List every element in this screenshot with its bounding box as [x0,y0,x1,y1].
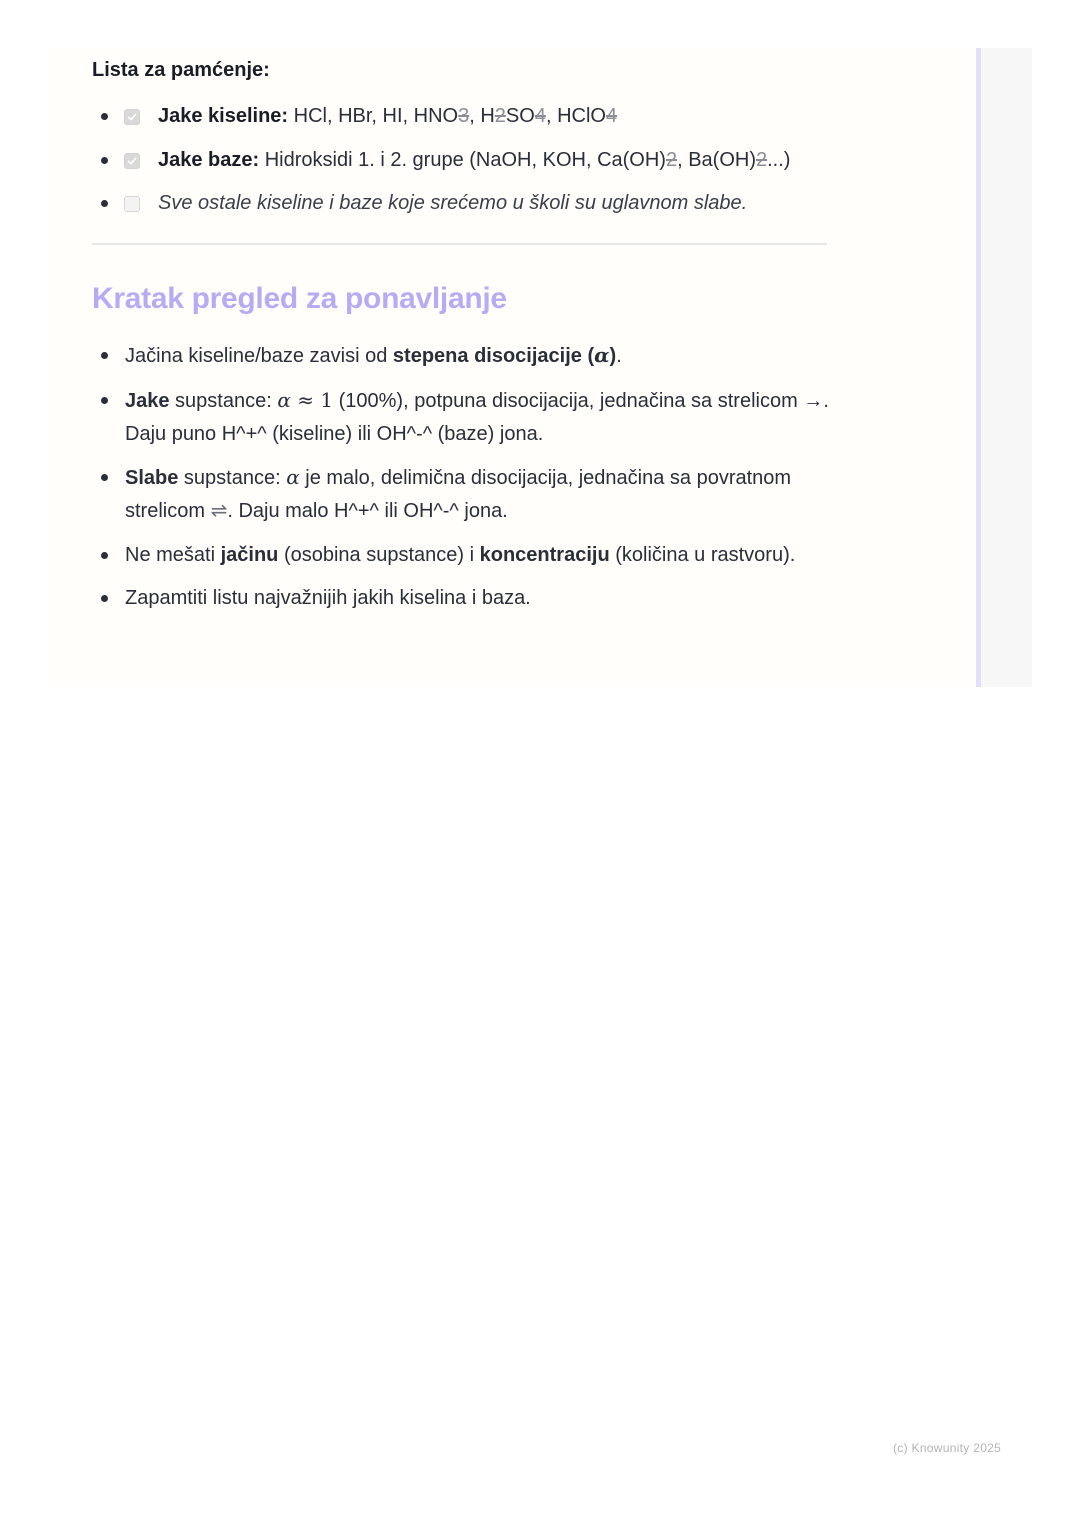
copyright-footer: (c) Knowunity 2025 [893,1441,1002,1455]
equilibrium-arrow-icon: ⇌ [210,500,228,522]
bullet-icon [101,352,108,359]
emphasis: jačinu [220,543,279,566]
bullet-icon [101,474,108,481]
document-page [48,48,1032,687]
text: (osobina supstance) i [278,543,480,566]
formula-text: HCl, HBr, HI, HNO [288,105,459,127]
text: Jačina kiseline/baze zavisi od [125,345,393,367]
text: supstance: [178,467,287,489]
text: ) [609,345,617,367]
formula-text: Hidroksidi 1. i 2. grupe (NaOH, KOH, Ca(OH) [259,148,666,171]
checkbox-checked[interactable] [124,109,140,125]
item-label: Jake kiseline: [158,105,289,127]
text: Zapamtiti listu najvažnijih jakih kiselina i baza. [125,587,531,609]
bullet-icon [101,113,108,120]
struck-subscript: 4 [605,105,618,127]
emphasis: koncentraciju [479,543,610,566]
memo-list-title: Lista za pamćenje: [92,59,270,81]
struck-subscript: 4 [534,105,546,127]
text: . [616,345,622,367]
review-item [92,539,832,572]
section-divider [92,243,827,245]
right-arrow-icon: → [803,389,824,412]
checklist-item-strong-acids [92,102,976,130]
checklist-item-others-weak [92,189,976,217]
checklist-item-strong-bases [92,146,976,174]
formula-text: , H [469,105,495,127]
bullet-icon [101,157,108,164]
review-item [92,582,832,615]
text: stepena disocijacije ( [392,345,595,367]
review-list [92,339,832,615]
formula-text: , Ba(OH) [677,148,756,171]
formula-text: SO [505,105,535,127]
bullet-icon [101,397,108,404]
content-card [48,48,976,687]
text: (100%), potpuna disocijacija, jednačina sa strelicom [333,389,804,412]
alpha-symbol: α [277,387,291,412]
bullet-icon [101,595,108,602]
checkbox-unchecked[interactable] [124,196,140,212]
memo-checklist [92,102,976,217]
checkbox-checked[interactable] [124,153,140,169]
emphasis: Jake [125,389,170,412]
text: (količina u rastvoru). [609,543,796,566]
text: je malo, delimična disocijacija, jednačina sa povratnom strelicom [125,467,792,522]
review-section-title: Kratak pregled za ponavljanje [92,282,507,315]
struck-subscript: 2 [665,148,678,171]
approx-expression: ≈ 1 [290,387,334,412]
review-item [92,339,832,373]
review-item [92,384,832,451]
review-item [92,461,832,528]
text: . Daju puno H^+^ (kiseline) ili OH^-^ (baze) jona. [125,389,829,445]
item-label: Jake baze: [158,148,260,171]
side-panel [981,48,1032,687]
bullet-icon [101,552,108,559]
bullet-icon [101,200,108,207]
text: Ne mešati [125,543,221,566]
checkmark-icon [126,111,138,123]
formula-text: ...) [767,148,791,171]
struck-subscript: 3 [458,105,470,127]
alpha-symbol: α [594,343,610,367]
text: . Daju malo H^+^ ili OH^-^ jona. [227,500,508,522]
item-note: Sve ostale kiseline i baze koje srećemo u školi su uglavnom slabe. [158,192,748,214]
emphasis [393,345,616,367]
text: supstance: [169,389,278,412]
alpha-symbol: α [286,465,300,489]
formula-text: , HClO [545,105,606,127]
emphasis: Slabe [125,467,179,489]
struck-subscript: 2 [755,148,768,171]
struck-subscript: 2 [494,105,506,127]
checkmark-icon [126,155,138,167]
